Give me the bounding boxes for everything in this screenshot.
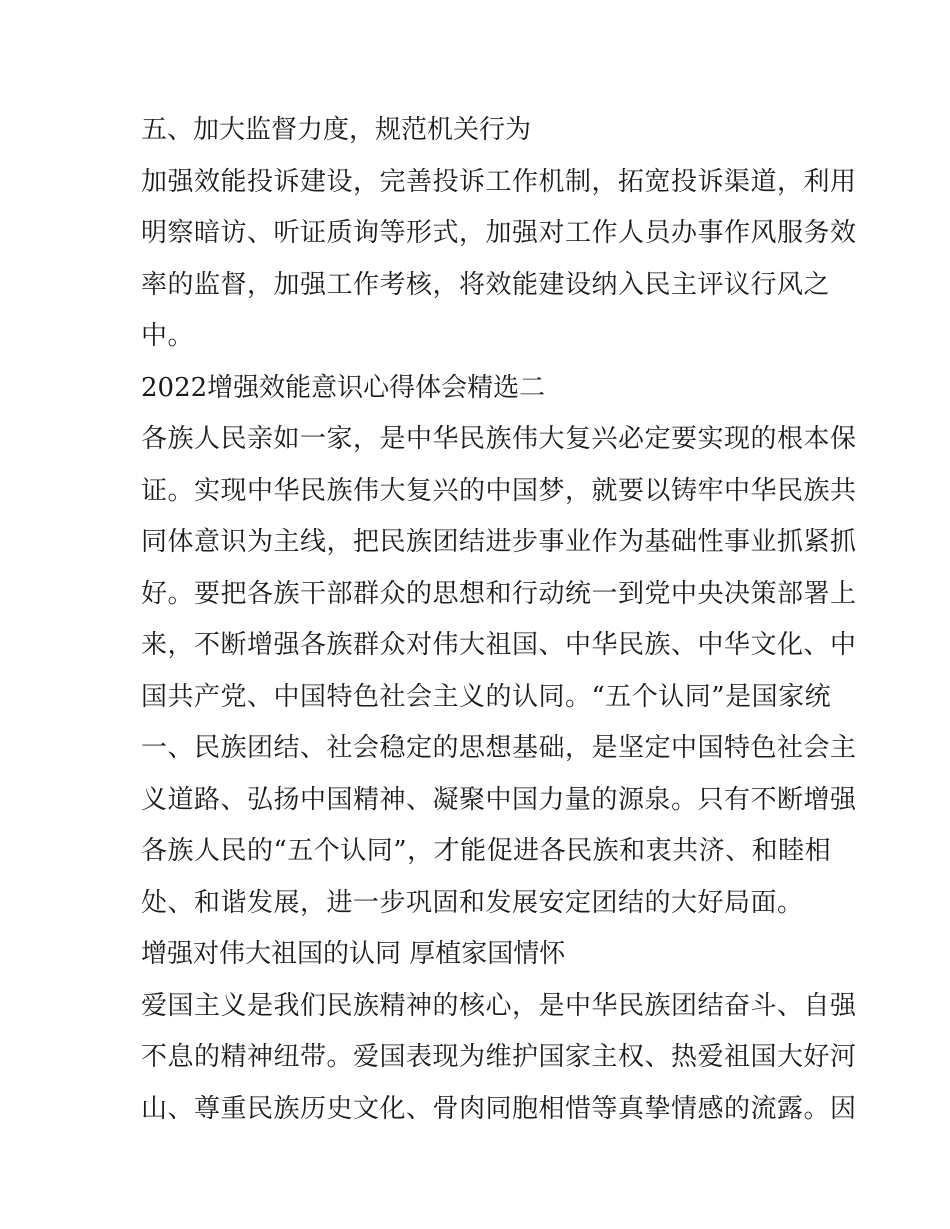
paragraph-line: 不息的精神纽带。爱国表现为维护国家主权、热爱祖国大好河 [141, 1042, 857, 1072]
paragraph-line: 各族人民的“五个认同”，才能促进各民族和衷共济、和睦相 [141, 836, 832, 866]
paragraph-line: 加强效能投诉建设，完善投诉工作机制，拓宽投诉渠道，利用 [141, 166, 857, 197]
article-title: 2022增强效能意识心得体会精选二 [141, 372, 546, 403]
paragraph-line: 爱国主义是我们民族精神的核心，是中华民族团结奋斗、自强 [141, 990, 857, 1021]
paragraph-line: 义道路、弘扬中国精神、凝聚中国力量的源泉。只有不断增强 [141, 784, 857, 815]
document-body [141, 110, 857, 1140]
paragraph-line: 山、尊重民族历史文化、骨肉同胞相惜等真挚情感的流露。因 [141, 1093, 857, 1124]
paragraph-line: 来，不断增强各族群众对伟大祖国、中华民族、中华文化、中 [141, 630, 857, 660]
paragraph-line: 一、民族团结、社会稳定的思想基础，是坚定中国特色社会主 [141, 733, 857, 763]
paragraph-line: 国共产党、中国特色社会主义的认同。“五个认同”是国家统 [141, 681, 832, 712]
paragraph-line: 率的监督，加强工作考核，将效能建设纳入民主评议行风之 [141, 269, 831, 300]
subsection-heading: 增强对伟大祖国的认同 厚植家国情怀 [141, 939, 566, 969]
paragraph-line: 处、和谐发展，进一步巩固和发展安定团结的大好局面。 [141, 887, 804, 918]
paragraph-line: 好。要把各族干部群众的思想和行动统一到党中央决策部署上 [141, 578, 857, 609]
paragraph-line: 各族人民亲如一家，是中华民族伟大复兴必定要实现的根本保 [141, 424, 857, 454]
paragraph-line: 明察暗访、听证质询等形式，加强对工作人员办事作风服务效 [141, 218, 857, 248]
paragraph-line: 中。 [141, 321, 195, 351]
section-heading-five: 五、加大监督力度，规范机关行为 [141, 115, 532, 145]
paragraph-line: 证。实现中华民族伟大复兴的中国梦，就要以铸牢中华民族共 [141, 475, 857, 506]
paragraph-line: 同体意识为主线，把民族团结进步事业作为基础性事业抓紧抓 [141, 527, 857, 557]
